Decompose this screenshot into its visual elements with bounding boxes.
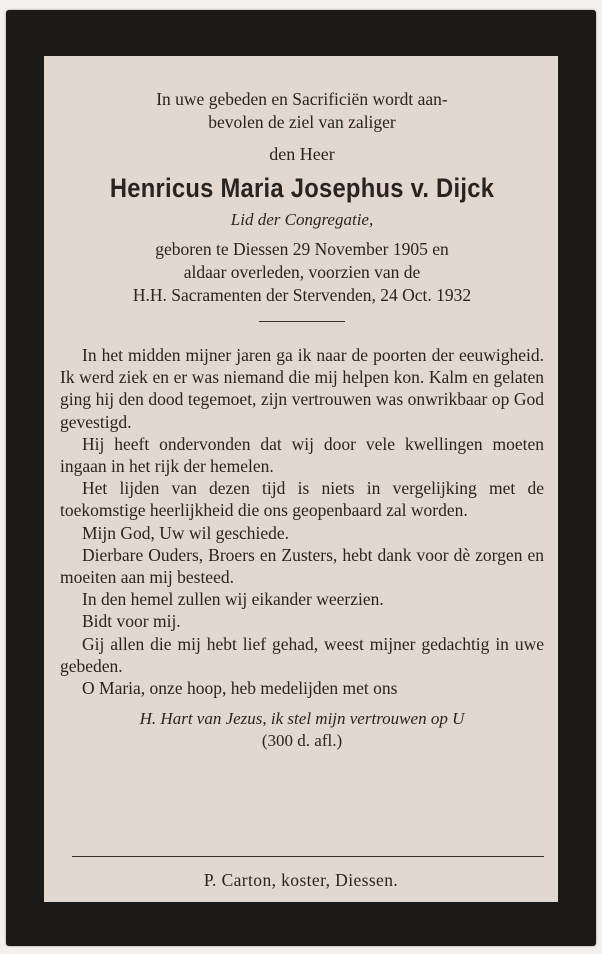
- paragraph: Gij allen die mij hebt lief gehad, weest mijner gedachtig in uwe gebeden.: [60, 633, 544, 676]
- paragraph: O Maria, onze hoop, heb medelijden met ons: [82, 678, 398, 699]
- paragraph: In het midden mijner jaren ga ik naar de poorten der eeuwigheid. Ik werd ziek en er was niemand die mij helpen kon. Kalm en gelaten ging hij den dood tegemoet, zijn vertrouwen was onwrikbaar op God gevestigd.: [60, 345, 544, 432]
- prayer-text: [60, 344, 544, 699]
- birth-line-1: geboren te Diessen 29 November 1905 en: [155, 239, 449, 259]
- title-prefix: den Heer: [269, 144, 335, 164]
- birth-death-info: [60, 238, 544, 307]
- deceased-name: Henricus Maria Josephus v. Dijck: [109, 173, 495, 203]
- intro-line-2: bevolen de ziel van zaliger: [208, 112, 396, 132]
- memorial-card-paper: [44, 56, 558, 902]
- closing-invocation: H. Hart van Jezus, ik stel mijn vertrouwen op U: [139, 709, 465, 729]
- paragraph: Dierbare Ouders, Broers en Zusters, hebt dank voor dè zorgen en moeiten aan mij besteed.: [60, 544, 544, 588]
- membership-line: Lid der Congregatie,: [230, 210, 374, 229]
- paragraph: Bidt voor mij.: [82, 611, 181, 632]
- paragraph: Het lijden van dezen tijd is niets in vergelijking met de toekomstige heerlijkheid die ons geopenbaard zal worden.: [60, 478, 544, 521]
- printer-credit: P. Carton, koster, Diessen.: [203, 870, 399, 890]
- birth-line-3: H.H. Sacramenten der Stervenden, 24 Oct. 1932: [132, 285, 472, 305]
- paragraph: Mijn God, Uw wil geschiede.: [82, 522, 290, 543]
- bottom-divider: [72, 856, 544, 857]
- memorial-card-border: [6, 10, 596, 946]
- top-divider: [259, 321, 345, 322]
- intro-line-1: In uwe gebeden en Sacrificiën wordt aan-: [156, 89, 448, 109]
- indulgence-note: (300 d. afl.): [261, 731, 343, 751]
- paragraph: Hij heeft ondervonden dat wij door vele kwellingen moeten ingaan in het rijk der hemelen.: [60, 433, 544, 477]
- paragraph: In den hemel zullen wij eikander weerzien.: [82, 589, 384, 610]
- birth-line-2: aldaar overleden, voorzien van de: [183, 262, 421, 282]
